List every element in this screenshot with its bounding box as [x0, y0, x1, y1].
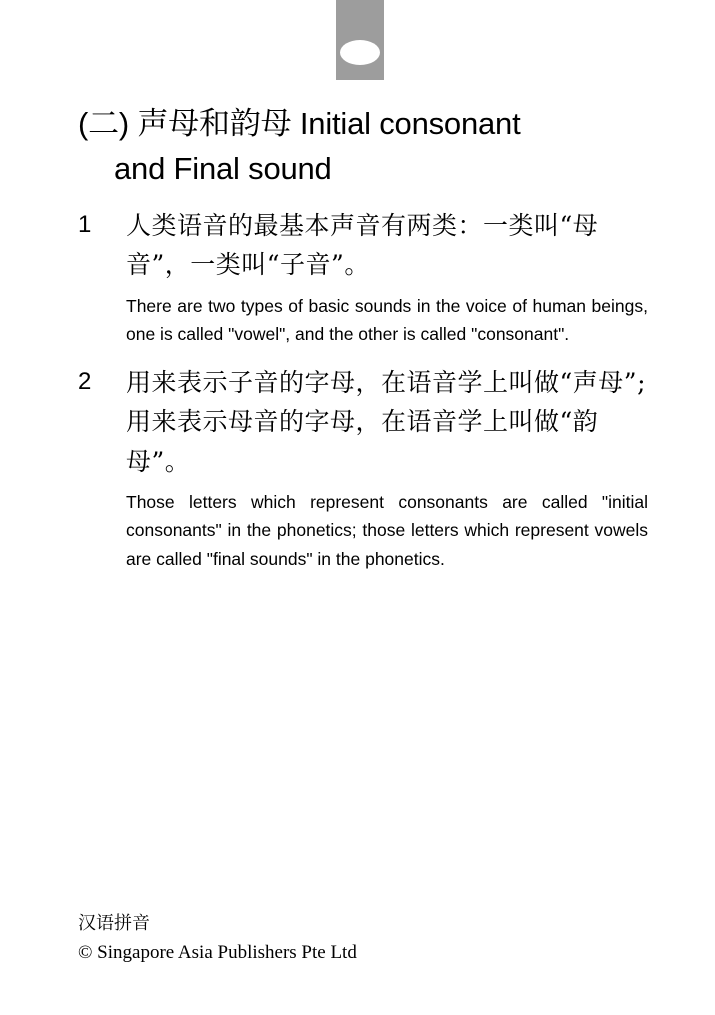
list-item-body — [126, 363, 648, 574]
list-item-number: 2 — [78, 367, 92, 395]
list-item-number: 1 — [78, 210, 92, 238]
list-item-chinese-text: 用来表示子音的字母，在语音学上叫做“声母”; 用来表示母音的字母，在语音学上叫做“韵母”。 — [126, 367, 646, 476]
list-item-english-text: Those letters which represent consonants are called "initial consonants" in the phonetics; those letters which represent vowels are called "final sounds" in the phonetics. — [126, 492, 648, 569]
page-content — [78, 102, 648, 573]
footer-chinese-title: 汉语拼音 — [78, 913, 150, 935]
list-item-chinese-text: 人类语音的最基本声音有两类：一类叫“母音”，一类叫“子音”。 — [126, 210, 599, 280]
section-heading-line-1: (二) 声母和韵母 Initial consonant — [78, 106, 521, 141]
page-number: 2 — [355, 42, 365, 59]
section-heading — [78, 102, 648, 192]
list-item — [78, 206, 648, 349]
list-item — [78, 363, 648, 574]
footer-copyright: © Singapore Asia Publishers Pte Ltd — [78, 942, 357, 964]
list-item-body — [126, 206, 648, 349]
section-heading-line-2: and Final sound — [114, 150, 332, 186]
list-item-english-text: There are two types of basic sounds in the voice of human beings, one is called "vowel", and the other is called "consonant". — [126, 295, 648, 345]
page-footer — [78, 910, 648, 967]
